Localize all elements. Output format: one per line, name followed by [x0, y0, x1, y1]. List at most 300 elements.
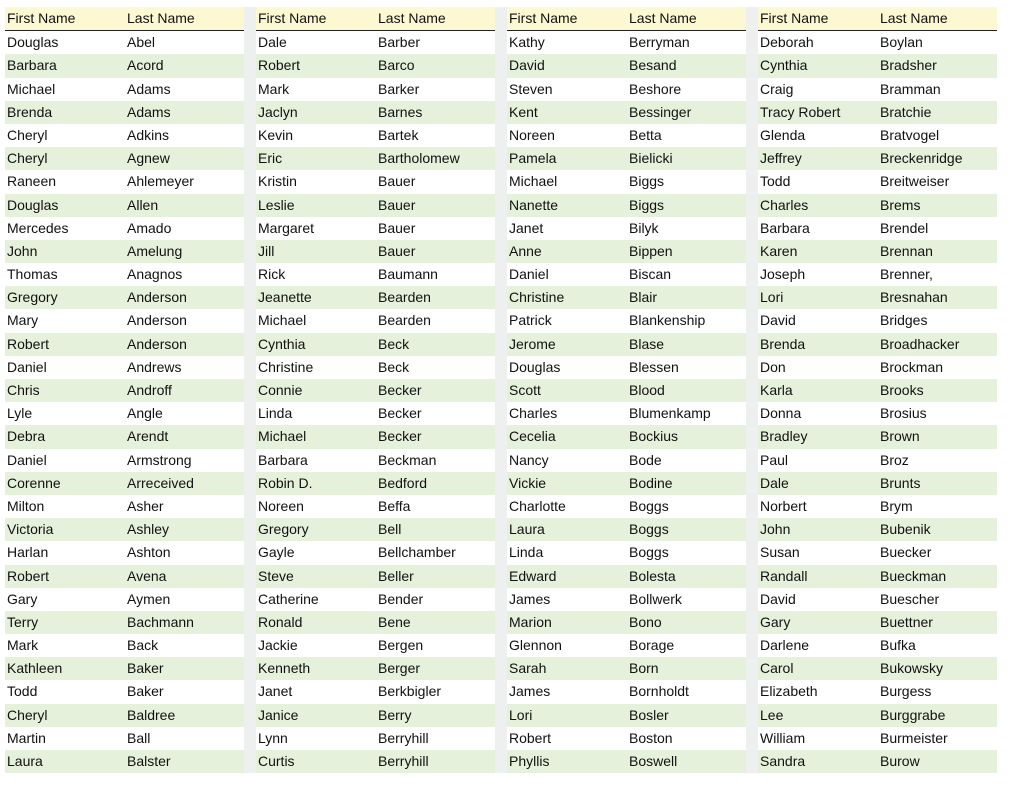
first-name-cell[interactable]: Margaret — [258, 219, 315, 236]
first-name-cell[interactable]: Janice — [258, 706, 299, 723]
last-name-cell[interactable]: Boston — [629, 729, 673, 746]
table-row — [507, 333, 746, 356]
first-name-cell[interactable]: Vickie — [509, 474, 547, 491]
first-name-cell[interactable]: Deborah — [760, 34, 814, 51]
first-name-cell[interactable]: Norbert — [760, 497, 807, 514]
first-name-cell[interactable]: Steven — [509, 80, 553, 97]
last-name-cell[interactable]: Bramman — [880, 80, 941, 97]
last-name-cell[interactable]: Anagnos — [127, 266, 183, 283]
first-name-cell[interactable]: Catherine — [258, 590, 319, 607]
header-first-name[interactable]: First Name — [258, 10, 327, 27]
last-name-cell[interactable]: Beffa — [378, 497, 411, 514]
last-name-cell[interactable]: Bridges — [880, 312, 928, 329]
table-row — [256, 217, 495, 240]
first-name-cell[interactable]: Tracy Robert — [760, 103, 841, 120]
first-name-cell[interactable]: Christine — [509, 289, 565, 306]
table-row — [5, 194, 244, 217]
header-first-name[interactable]: First Name — [760, 10, 829, 27]
header-last-name[interactable]: Last Name — [880, 10, 948, 27]
last-name-cell[interactable]: Brems — [880, 196, 921, 213]
last-name-cell[interactable]: Bielicki — [629, 150, 673, 167]
first-name-cell[interactable]: Linda — [509, 544, 544, 561]
last-name-cell[interactable]: Bubenik — [880, 521, 931, 538]
header-first-name[interactable]: First Name — [7, 10, 76, 27]
last-name-cell[interactable]: Boggs — [629, 521, 669, 538]
first-name-cell[interactable]: Anne — [509, 242, 542, 259]
last-name-cell[interactable]: Becker — [378, 428, 422, 445]
header-last-name[interactable]: Last Name — [629, 10, 697, 27]
table-row — [758, 680, 997, 703]
last-name-cell[interactable]: Barber — [378, 34, 421, 51]
first-name-cell[interactable]: Daniel — [7, 451, 47, 468]
last-name-cell[interactable]: Becker — [378, 382, 422, 398]
first-name-cell[interactable]: Gayle — [258, 544, 295, 561]
last-name-cell[interactable]: Bergen — [378, 637, 424, 654]
last-name-cell[interactable]: Becker — [378, 405, 422, 422]
first-name-cell[interactable]: Cheryl — [7, 126, 48, 143]
last-name-cell[interactable]: Berry — [378, 706, 412, 723]
last-name-cell[interactable]: Back — [127, 637, 159, 654]
last-name-cell[interactable]: Broadhacker — [880, 335, 960, 352]
first-name-cell[interactable]: Martin — [7, 729, 46, 746]
first-name-cell[interactable]: Gary — [760, 613, 791, 630]
last-name-cell[interactable]: Bauer — [378, 219, 416, 236]
last-name-cell[interactable]: Brosius — [880, 405, 927, 422]
last-name-cell[interactable]: Bockius — [629, 428, 679, 445]
first-name-cell[interactable]: Michael — [258, 312, 307, 329]
first-name-cell[interactable]: Charles — [760, 196, 809, 213]
first-name-cell[interactable]: Laura — [509, 521, 545, 538]
last-name-cell[interactable]: Berkbigler — [378, 683, 442, 700]
table-row — [256, 750, 495, 773]
first-name-cell[interactable]: Raneen — [7, 173, 57, 190]
last-name-cell[interactable]: Biggs — [629, 196, 665, 213]
first-name-cell[interactable]: James — [509, 683, 551, 700]
last-name-cell[interactable]: Burggrabe — [880, 706, 946, 723]
first-name-cell[interactable]: Eric — [258, 150, 283, 167]
first-name-cell[interactable]: Gary — [7, 590, 38, 607]
last-name-cell[interactable]: Bearden — [378, 312, 431, 329]
last-name-cell[interactable]: Abel — [127, 34, 156, 51]
last-name-cell[interactable]: Barco — [378, 57, 415, 74]
first-name-cell[interactable]: Karla — [760, 382, 793, 398]
last-name-cell[interactable]: Acord — [127, 57, 164, 74]
table-row — [5, 124, 244, 147]
table-row — [507, 124, 746, 147]
last-name-cell[interactable]: Bauer — [378, 242, 416, 259]
first-name-cell[interactable]: Chris — [7, 382, 40, 398]
first-name-cell[interactable]: Thomas — [7, 266, 58, 283]
first-name-cell[interactable]: Leslie — [258, 196, 295, 213]
first-name-cell[interactable]: Jill — [258, 242, 275, 259]
first-name-cell[interactable]: Cheryl — [7, 706, 48, 723]
first-name-cell[interactable]: Harlan — [7, 544, 49, 561]
last-name-cell[interactable]: Bosler — [629, 706, 669, 723]
table-row — [758, 147, 997, 170]
table-row — [758, 402, 997, 425]
last-name-cell[interactable]: Besand — [629, 57, 677, 74]
last-name-cell[interactable]: Bresnahan — [880, 289, 948, 306]
last-name-cell[interactable]: Baumann — [378, 266, 438, 283]
first-name-cell[interactable]: Lynn — [258, 729, 288, 746]
table-row — [5, 309, 244, 332]
first-name-cell[interactable]: Brenda — [7, 103, 53, 120]
last-name-cell[interactable]: Bene — [378, 613, 411, 630]
first-name-cell[interactable]: Glenda — [760, 126, 806, 143]
last-name-cell[interactable]: Brym — [880, 497, 913, 514]
last-name-cell[interactable]: Anderson — [127, 289, 187, 306]
last-name-cell[interactable]: Boggs — [629, 497, 669, 514]
first-name-cell[interactable]: Paul — [760, 451, 789, 468]
table-row — [5, 147, 244, 170]
first-name-cell[interactable]: Kathy — [509, 34, 545, 51]
last-name-cell[interactable]: Arreceived — [127, 474, 194, 491]
first-name-cell[interactable]: Steve — [258, 567, 294, 584]
table-row — [5, 541, 244, 564]
first-name-cell[interactable]: Michael — [258, 428, 307, 445]
last-name-cell[interactable]: Brendel — [880, 219, 929, 236]
first-name-cell[interactable]: Barbara — [258, 451, 308, 468]
last-name-cell[interactable]: Bornholdt — [629, 683, 689, 700]
first-name-cell[interactable]: Dale — [760, 474, 789, 491]
last-name-cell[interactable]: Blase — [629, 335, 665, 352]
first-name-cell[interactable]: Brenda — [760, 335, 806, 352]
first-name-cell[interactable]: Kathleen — [7, 660, 63, 677]
first-name-cell[interactable]: Todd — [7, 683, 38, 700]
first-name-cell[interactable]: Barbara — [7, 57, 57, 74]
table-row — [5, 750, 244, 773]
table-row — [256, 611, 495, 634]
first-name-cell[interactable]: Cheryl — [7, 150, 48, 167]
first-name-cell[interactable]: Kristin — [258, 173, 297, 190]
first-name-cell[interactable]: Sarah — [509, 660, 547, 677]
first-name-cell[interactable]: Curtis — [258, 753, 295, 769]
first-name-cell[interactable]: Bradley — [760, 428, 808, 445]
table-row — [758, 356, 997, 379]
last-name-cell[interactable]: Berryman — [629, 34, 690, 51]
first-name-cell[interactable]: Mary — [7, 312, 39, 329]
first-name-cell[interactable]: Kevin — [258, 126, 294, 143]
last-name-cell[interactable]: Born — [629, 660, 659, 677]
last-name-cell[interactable]: Bellchamber — [378, 544, 456, 561]
table-row — [256, 704, 495, 727]
table-row — [5, 263, 244, 286]
header-last-name[interactable]: Last Name — [127, 10, 195, 27]
last-name-cell[interactable]: Beller — [378, 567, 414, 584]
last-name-cell[interactable]: Breitweiser — [880, 173, 950, 190]
last-name-cell[interactable]: Beck — [378, 335, 410, 352]
last-name-cell[interactable]: Bolesta — [629, 567, 676, 584]
first-name-cell[interactable]: Debra — [7, 428, 46, 445]
last-name-cell[interactable]: Barker — [378, 80, 420, 97]
first-name-cell[interactable]: Todd — [760, 173, 791, 190]
table-row — [256, 54, 495, 77]
first-name-cell[interactable]: Christine — [258, 358, 314, 375]
last-name-cell[interactable]: Blood — [629, 382, 665, 398]
last-name-cell[interactable]: Breckenridge — [880, 150, 963, 167]
last-name-cell[interactable]: Arendt — [127, 428, 169, 445]
table-row — [256, 78, 495, 101]
last-name-cell[interactable]: Agnew — [127, 150, 170, 167]
first-name-cell[interactable]: Milton — [7, 497, 45, 514]
last-name-cell[interactable]: Bukowsky — [880, 660, 944, 677]
first-name-cell[interactable]: Kenneth — [258, 660, 311, 677]
last-name-cell[interactable]: Avena — [127, 567, 167, 584]
first-name-cell[interactable]: Daniel — [7, 358, 47, 375]
last-name-cell[interactable]: Bedford — [378, 474, 428, 491]
last-name-cell[interactable]: Ahlemeyer — [127, 173, 194, 190]
last-name-cell[interactable]: Blumenkamp — [629, 405, 711, 422]
last-name-cell[interactable]: Berryhill — [378, 729, 429, 746]
first-name-cell[interactable]: James — [509, 590, 551, 607]
table-row — [256, 472, 495, 495]
first-name-cell[interactable]: Douglas — [509, 358, 561, 375]
table-row — [507, 54, 746, 77]
first-name-cell[interactable]: Marion — [509, 613, 552, 630]
first-name-cell[interactable]: John — [760, 521, 791, 538]
first-name-cell[interactable]: Mercedes — [7, 219, 69, 236]
last-name-cell[interactable]: Bratvogel — [880, 126, 940, 143]
first-name-cell[interactable]: John — [7, 242, 38, 259]
last-name-cell[interactable]: Biggs — [629, 173, 665, 190]
last-name-cell[interactable]: Allen — [127, 196, 159, 213]
last-name-cell[interactable]: Adkins — [127, 126, 170, 143]
table-row — [507, 518, 746, 541]
first-name-cell[interactable]: Mark — [258, 80, 290, 97]
first-name-cell[interactable]: Victoria — [7, 521, 54, 538]
first-name-cell[interactable]: Rick — [258, 266, 286, 283]
last-name-cell[interactable]: Brunts — [880, 474, 921, 491]
last-name-cell[interactable]: Burmeister — [880, 729, 948, 746]
last-name-cell[interactable]: Androff — [127, 382, 172, 398]
first-name-cell[interactable]: Lori — [760, 289, 784, 306]
first-name-cell[interactable]: Sandra — [760, 753, 806, 769]
first-name-cell[interactable]: Noreen — [258, 497, 304, 514]
last-name-cell[interactable]: Adams — [127, 103, 171, 120]
last-name-cell[interactable]: Biscan — [629, 266, 672, 283]
last-name-cell[interactable]: Asher — [127, 497, 164, 514]
table-row — [256, 333, 495, 356]
first-name-cell[interactable]: Janet — [258, 683, 293, 700]
last-name-cell[interactable]: Bauer — [378, 196, 416, 213]
first-name-cell[interactable]: Janet — [509, 219, 544, 236]
first-name-cell[interactable]: David — [760, 590, 796, 607]
header-last-name[interactable]: Last Name — [378, 10, 446, 27]
last-name-cell[interactable]: Bender — [378, 590, 424, 607]
table-row — [758, 634, 997, 657]
first-name-cell[interactable]: Jaclyn — [258, 103, 298, 120]
table-row — [256, 727, 495, 750]
first-name-cell[interactable]: Douglas — [7, 34, 59, 51]
last-name-cell[interactable]: Bachmann — [127, 613, 194, 630]
last-name-cell[interactable]: Brockman — [880, 358, 944, 375]
last-name-cell[interactable]: Bono — [629, 613, 662, 630]
first-name-cell[interactable]: Terry — [7, 613, 39, 630]
table-row — [507, 379, 746, 402]
last-name-cell[interactable]: Burgess — [880, 683, 932, 700]
last-name-cell[interactable]: Baldree — [127, 706, 176, 723]
first-name-cell[interactable]: Scott — [509, 382, 541, 398]
last-name-cell[interactable]: Broz — [880, 451, 909, 468]
last-name-cell[interactable]: Bode — [629, 451, 662, 468]
last-name-cell[interactable]: Bell — [378, 521, 402, 538]
table-row — [507, 31, 746, 54]
first-name-cell[interactable]: Connie — [258, 382, 303, 398]
first-name-cell[interactable]: Gregory — [7, 289, 58, 306]
first-name-cell[interactable]: Phyllis — [509, 753, 550, 769]
first-name-cell[interactable]: Cynthia — [760, 57, 808, 74]
first-name-cell[interactable]: Jerome — [509, 335, 556, 352]
first-name-cell[interactable]: Cynthia — [258, 335, 306, 352]
name-block-3 — [507, 7, 746, 773]
last-name-cell[interactable]: Ashley — [127, 521, 170, 538]
last-name-cell[interactable]: Bippen — [629, 242, 673, 259]
last-name-cell[interactable]: Armstrong — [127, 451, 192, 468]
last-name-cell[interactable]: Bearden — [378, 289, 431, 306]
table-row — [758, 240, 997, 263]
first-name-cell[interactable]: Robert — [7, 335, 50, 352]
last-name-cell[interactable]: Bradsher — [880, 57, 937, 74]
first-name-cell[interactable]: Robert — [509, 729, 552, 746]
first-name-cell[interactable]: Randall — [760, 567, 808, 584]
first-name-cell[interactable]: Patrick — [509, 312, 552, 329]
last-name-cell[interactable]: Borage — [629, 637, 675, 654]
last-name-cell[interactable]: Adams — [127, 80, 171, 97]
last-name-cell[interactable]: Boylan — [880, 34, 923, 51]
last-name-cell[interactable]: Brennan — [880, 242, 933, 259]
last-name-cell[interactable]: Amelung — [127, 242, 183, 259]
last-name-cell[interactable]: Buecker — [880, 544, 932, 561]
table-row — [507, 78, 746, 101]
last-name-cell[interactable]: Betta — [629, 126, 662, 143]
last-name-cell[interactable]: Beshore — [629, 80, 682, 97]
first-name-cell[interactable]: Karen — [760, 242, 798, 259]
first-name-cell[interactable]: Robin D. — [258, 474, 313, 491]
first-name-cell[interactable]: Charlotte — [509, 497, 566, 514]
first-name-cell[interactable]: Daniel — [509, 266, 549, 283]
first-name-cell[interactable]: David — [509, 57, 545, 74]
table-row — [758, 565, 997, 588]
first-name-cell[interactable]: Nancy — [509, 451, 549, 468]
first-name-cell[interactable]: Donna — [760, 405, 802, 422]
first-name-cell[interactable]: William — [760, 729, 806, 746]
first-name-cell[interactable]: Robert — [7, 567, 50, 584]
last-name-cell[interactable]: Brenner, — [880, 266, 933, 283]
table-row — [5, 101, 244, 124]
first-name-cell[interactable]: Darlene — [760, 637, 810, 654]
first-name-cell[interactable]: Corenne — [7, 474, 61, 491]
first-name-cell[interactable]: Douglas — [7, 196, 59, 213]
first-name-cell[interactable]: Michael — [7, 80, 56, 97]
first-name-cell[interactable]: Gregory — [258, 521, 309, 538]
last-name-cell[interactable]: Aymen — [127, 590, 171, 607]
first-name-cell[interactable]: Michael — [509, 173, 558, 190]
table-row — [507, 194, 746, 217]
first-name-cell[interactable]: Charles — [509, 405, 558, 422]
first-name-cell[interactable]: Elizabeth — [760, 683, 818, 700]
first-name-cell[interactable]: Laura — [7, 753, 43, 769]
first-name-cell[interactable]: Lee — [760, 706, 784, 723]
last-name-cell[interactable]: Bodine — [629, 474, 673, 491]
last-name-cell[interactable]: Barnes — [378, 103, 423, 120]
last-name-cell[interactable]: Blair — [629, 289, 658, 306]
first-name-cell[interactable]: Robert — [258, 57, 301, 74]
last-name-cell[interactable]: Berger — [378, 660, 421, 677]
last-name-cell[interactable]: Bilyk — [629, 219, 659, 236]
first-name-cell[interactable]: Kent — [509, 103, 538, 120]
last-name-cell[interactable]: Blessen — [629, 358, 679, 375]
last-name-cell[interactable]: Berryhill — [378, 753, 429, 769]
first-name-cell[interactable]: Joseph — [760, 266, 806, 283]
first-name-cell[interactable]: Lyle — [7, 405, 33, 422]
last-name-cell[interactable]: Beck — [378, 358, 410, 375]
first-name-cell[interactable]: Pamela — [509, 150, 557, 167]
last-name-cell[interactable]: Ashton — [127, 544, 171, 561]
last-name-cell[interactable]: Amado — [127, 219, 172, 236]
last-name-cell[interactable]: Boswell — [629, 753, 678, 769]
last-name-cell[interactable]: Bartholomew — [378, 150, 460, 167]
first-name-cell[interactable]: Lori — [509, 706, 533, 723]
last-name-cell[interactable]: Brown — [880, 428, 920, 445]
last-name-cell[interactable]: Beckman — [378, 451, 437, 468]
first-name-cell[interactable]: Ronald — [258, 613, 303, 630]
first-name-cell[interactable]: Craig — [760, 80, 794, 97]
first-name-cell[interactable]: Susan — [760, 544, 800, 561]
first-name-cell[interactable]: Jeffrey — [760, 150, 802, 167]
first-name-cell[interactable]: Nanette — [509, 196, 559, 213]
last-name-cell[interactable]: Buescher — [880, 590, 940, 607]
last-name-cell[interactable]: Bartek — [378, 126, 419, 143]
first-name-cell[interactable]: Don — [760, 358, 786, 375]
first-name-cell[interactable]: Linda — [258, 405, 293, 422]
last-name-cell[interactable]: Ball — [127, 729, 151, 746]
first-name-cell[interactable]: Jackie — [258, 637, 298, 654]
header-first-name[interactable]: First Name — [509, 10, 578, 27]
table-row — [507, 750, 746, 773]
last-name-cell[interactable]: Bratchie — [880, 103, 932, 120]
last-name-cell[interactable]: Baker — [127, 683, 164, 700]
first-name-cell[interactable]: Jeanette — [258, 289, 312, 306]
last-name-cell[interactable]: Bueckman — [880, 567, 947, 584]
table-row — [758, 588, 997, 611]
first-name-cell[interactable]: Carol — [760, 660, 794, 677]
first-name-cell[interactable]: Dale — [258, 34, 287, 51]
last-name-cell[interactable]: Bessinger — [629, 103, 692, 120]
last-name-cell[interactable]: Balster — [127, 753, 171, 769]
last-name-cell[interactable]: Bufka — [880, 637, 916, 654]
last-name-cell[interactable]: Bauer — [378, 173, 416, 190]
table-row — [5, 518, 244, 541]
first-name-cell[interactable]: David — [760, 312, 796, 329]
last-name-cell[interactable]: Angle — [127, 405, 163, 422]
last-name-cell[interactable]: Anderson — [127, 335, 187, 352]
last-name-cell[interactable]: Boggs — [629, 544, 669, 561]
first-name-cell[interactable]: Noreen — [509, 126, 555, 143]
last-name-cell[interactable]: Blankenship — [629, 312, 706, 329]
first-name-cell[interactable]: Barbara — [760, 219, 810, 236]
first-name-cell[interactable]: Cecelia — [509, 428, 556, 445]
last-name-cell[interactable]: Bollwerk — [629, 590, 682, 607]
first-name-cell[interactable]: Edward — [509, 567, 557, 584]
first-name-cell[interactable]: Mark — [7, 637, 39, 654]
first-name-cell[interactable]: Glennon — [509, 637, 562, 654]
last-name-cell[interactable]: Burow — [880, 753, 920, 769]
last-name-cell[interactable]: Brooks — [880, 382, 924, 398]
last-name-cell[interactable]: Anderson — [127, 312, 187, 329]
last-name-cell[interactable]: Baker — [127, 660, 164, 677]
last-name-cell[interactable]: Andrews — [127, 358, 182, 375]
last-name-cell[interactable]: Buettner — [880, 613, 933, 630]
